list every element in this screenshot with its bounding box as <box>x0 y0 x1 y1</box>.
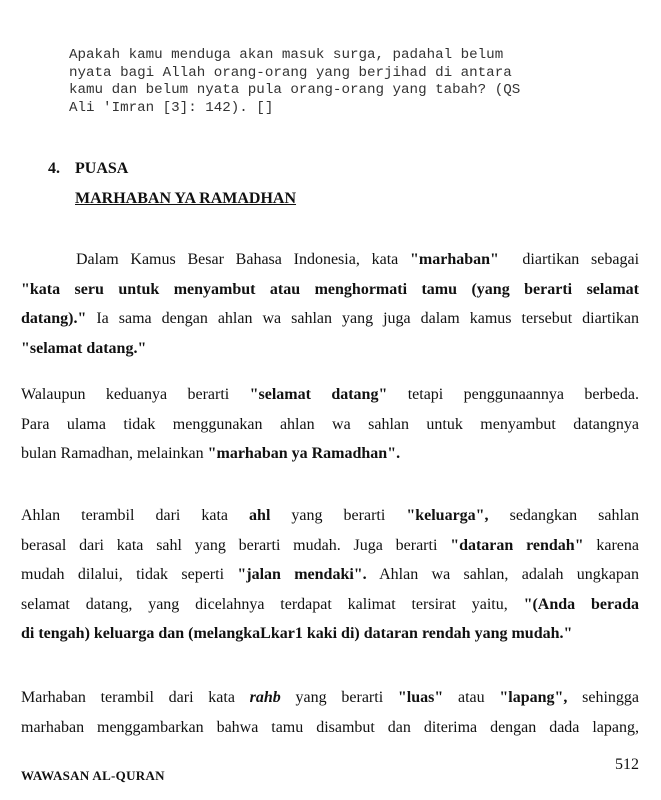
text-run: berasal dari kata sahl yang berarti mudah. Juga berarti <box>21 536 438 554</box>
text-run: Ahlan wa sahlan, adalah ungkapan <box>379 566 639 583</box>
bold-definition: datang)." <box>21 310 87 327</box>
bold-term: ahl <box>249 507 271 524</box>
bold-term: "lapang", <box>499 689 568 706</box>
footer-book-title: WAWASAN AL-QURAN <box>21 768 165 783</box>
bold-term: "marhaban" <box>410 251 499 268</box>
text-line <box>21 590 639 620</box>
bold-definition: "kata seru untuk menyambut atau menghormati tamu (yang berarti selamat <box>21 280 639 298</box>
text-run: Ahlan terambil dari kata <box>21 507 229 524</box>
text-run: mudah dilalui, tidak seperti <box>21 566 225 583</box>
text-line <box>21 619 639 649</box>
text-run: yang berarti <box>295 689 384 706</box>
section-title: PUASA <box>75 160 129 177</box>
text-run: Ia sama dengan ahlan wa sahlan yang juga dalam kamus tersebut diartikan <box>96 310 640 327</box>
section-number: 4. <box>48 160 60 177</box>
bold-term: "keluarga", <box>406 507 489 524</box>
text-line <box>21 560 639 590</box>
quote-line: nyata bagi Allah orang-orang yang berjihad di antara <box>69 64 512 81</box>
paragraph-1 <box>21 245 639 363</box>
text-run: atau <box>457 689 485 706</box>
text-run: tetapi penggunaannya berbeda. <box>407 386 640 403</box>
subsection-title: MARHABAN YA RAMADHAN <box>75 190 297 207</box>
bold-term: "marhaban ya Ramadhan". <box>207 445 401 462</box>
text-run: diartikan sebagai <box>522 251 640 268</box>
quote-line: Apakah kamu menduga akan masuk surga, padahal belum <box>69 47 504 63</box>
text-line <box>21 439 639 469</box>
text-line <box>21 501 639 531</box>
text-line: Para ulama tidak menggunakan ahlan wa sahlan untuk menyambut datangnya <box>21 415 639 433</box>
text-run: sehingga <box>582 689 640 706</box>
page-number: 512 <box>615 756 639 773</box>
text-run: bulan Ramadhan, melainkan <box>21 445 204 462</box>
bold-term: "jalan mendaki". <box>237 566 367 583</box>
text-line <box>21 334 639 364</box>
text-run: selamat datang, yang dicelahnya terdapat kalimat tersirat yaitu, <box>21 595 508 613</box>
bold-term: "selamat datang." <box>21 339 147 357</box>
text-line: marhaban menggambarkan bahwa tamu disambut dan diterima dengan dada lapang, <box>21 718 639 736</box>
text-line <box>21 683 639 713</box>
bold-phrase: di tengah) keluarga dan (melangkaLkar1 kaki di) dataran rendah yang mudah." <box>21 625 573 642</box>
section-heading <box>48 160 128 178</box>
paragraph-2 <box>21 380 639 469</box>
text-run: Dalam Kamus Besar Bahasa Indonesia, kata <box>76 251 399 268</box>
text-line <box>21 304 639 334</box>
text-run: karena <box>596 536 640 554</box>
text-line <box>21 380 639 410</box>
text-run: yang berarti <box>291 507 386 524</box>
text-run: Marhaban terambil dari kata <box>21 689 235 706</box>
text-run: Walaupun keduanya berarti <box>21 386 230 403</box>
quote-line: kamu dan belum nyata pula orang-orang yang tabah? (QS <box>69 82 521 98</box>
bold-term: "selamat datang" <box>249 386 388 403</box>
verse-translation-quote <box>69 47 629 117</box>
bold-term: "dataran rendah" <box>450 536 584 554</box>
quote-line: Ali 'Imran [3]: 142). [] <box>69 99 274 116</box>
text-line <box>21 531 639 561</box>
bold-phrase: "(Anda berada <box>523 595 639 613</box>
bold-italic-term: rahb <box>249 689 281 706</box>
text-run: sedangkan sahlan <box>509 507 640 524</box>
bold-term: "luas" <box>397 689 444 706</box>
paragraph-3 <box>21 501 639 649</box>
paragraph-4 <box>21 683 639 742</box>
text-line <box>21 245 639 275</box>
text-line <box>21 275 639 305</box>
